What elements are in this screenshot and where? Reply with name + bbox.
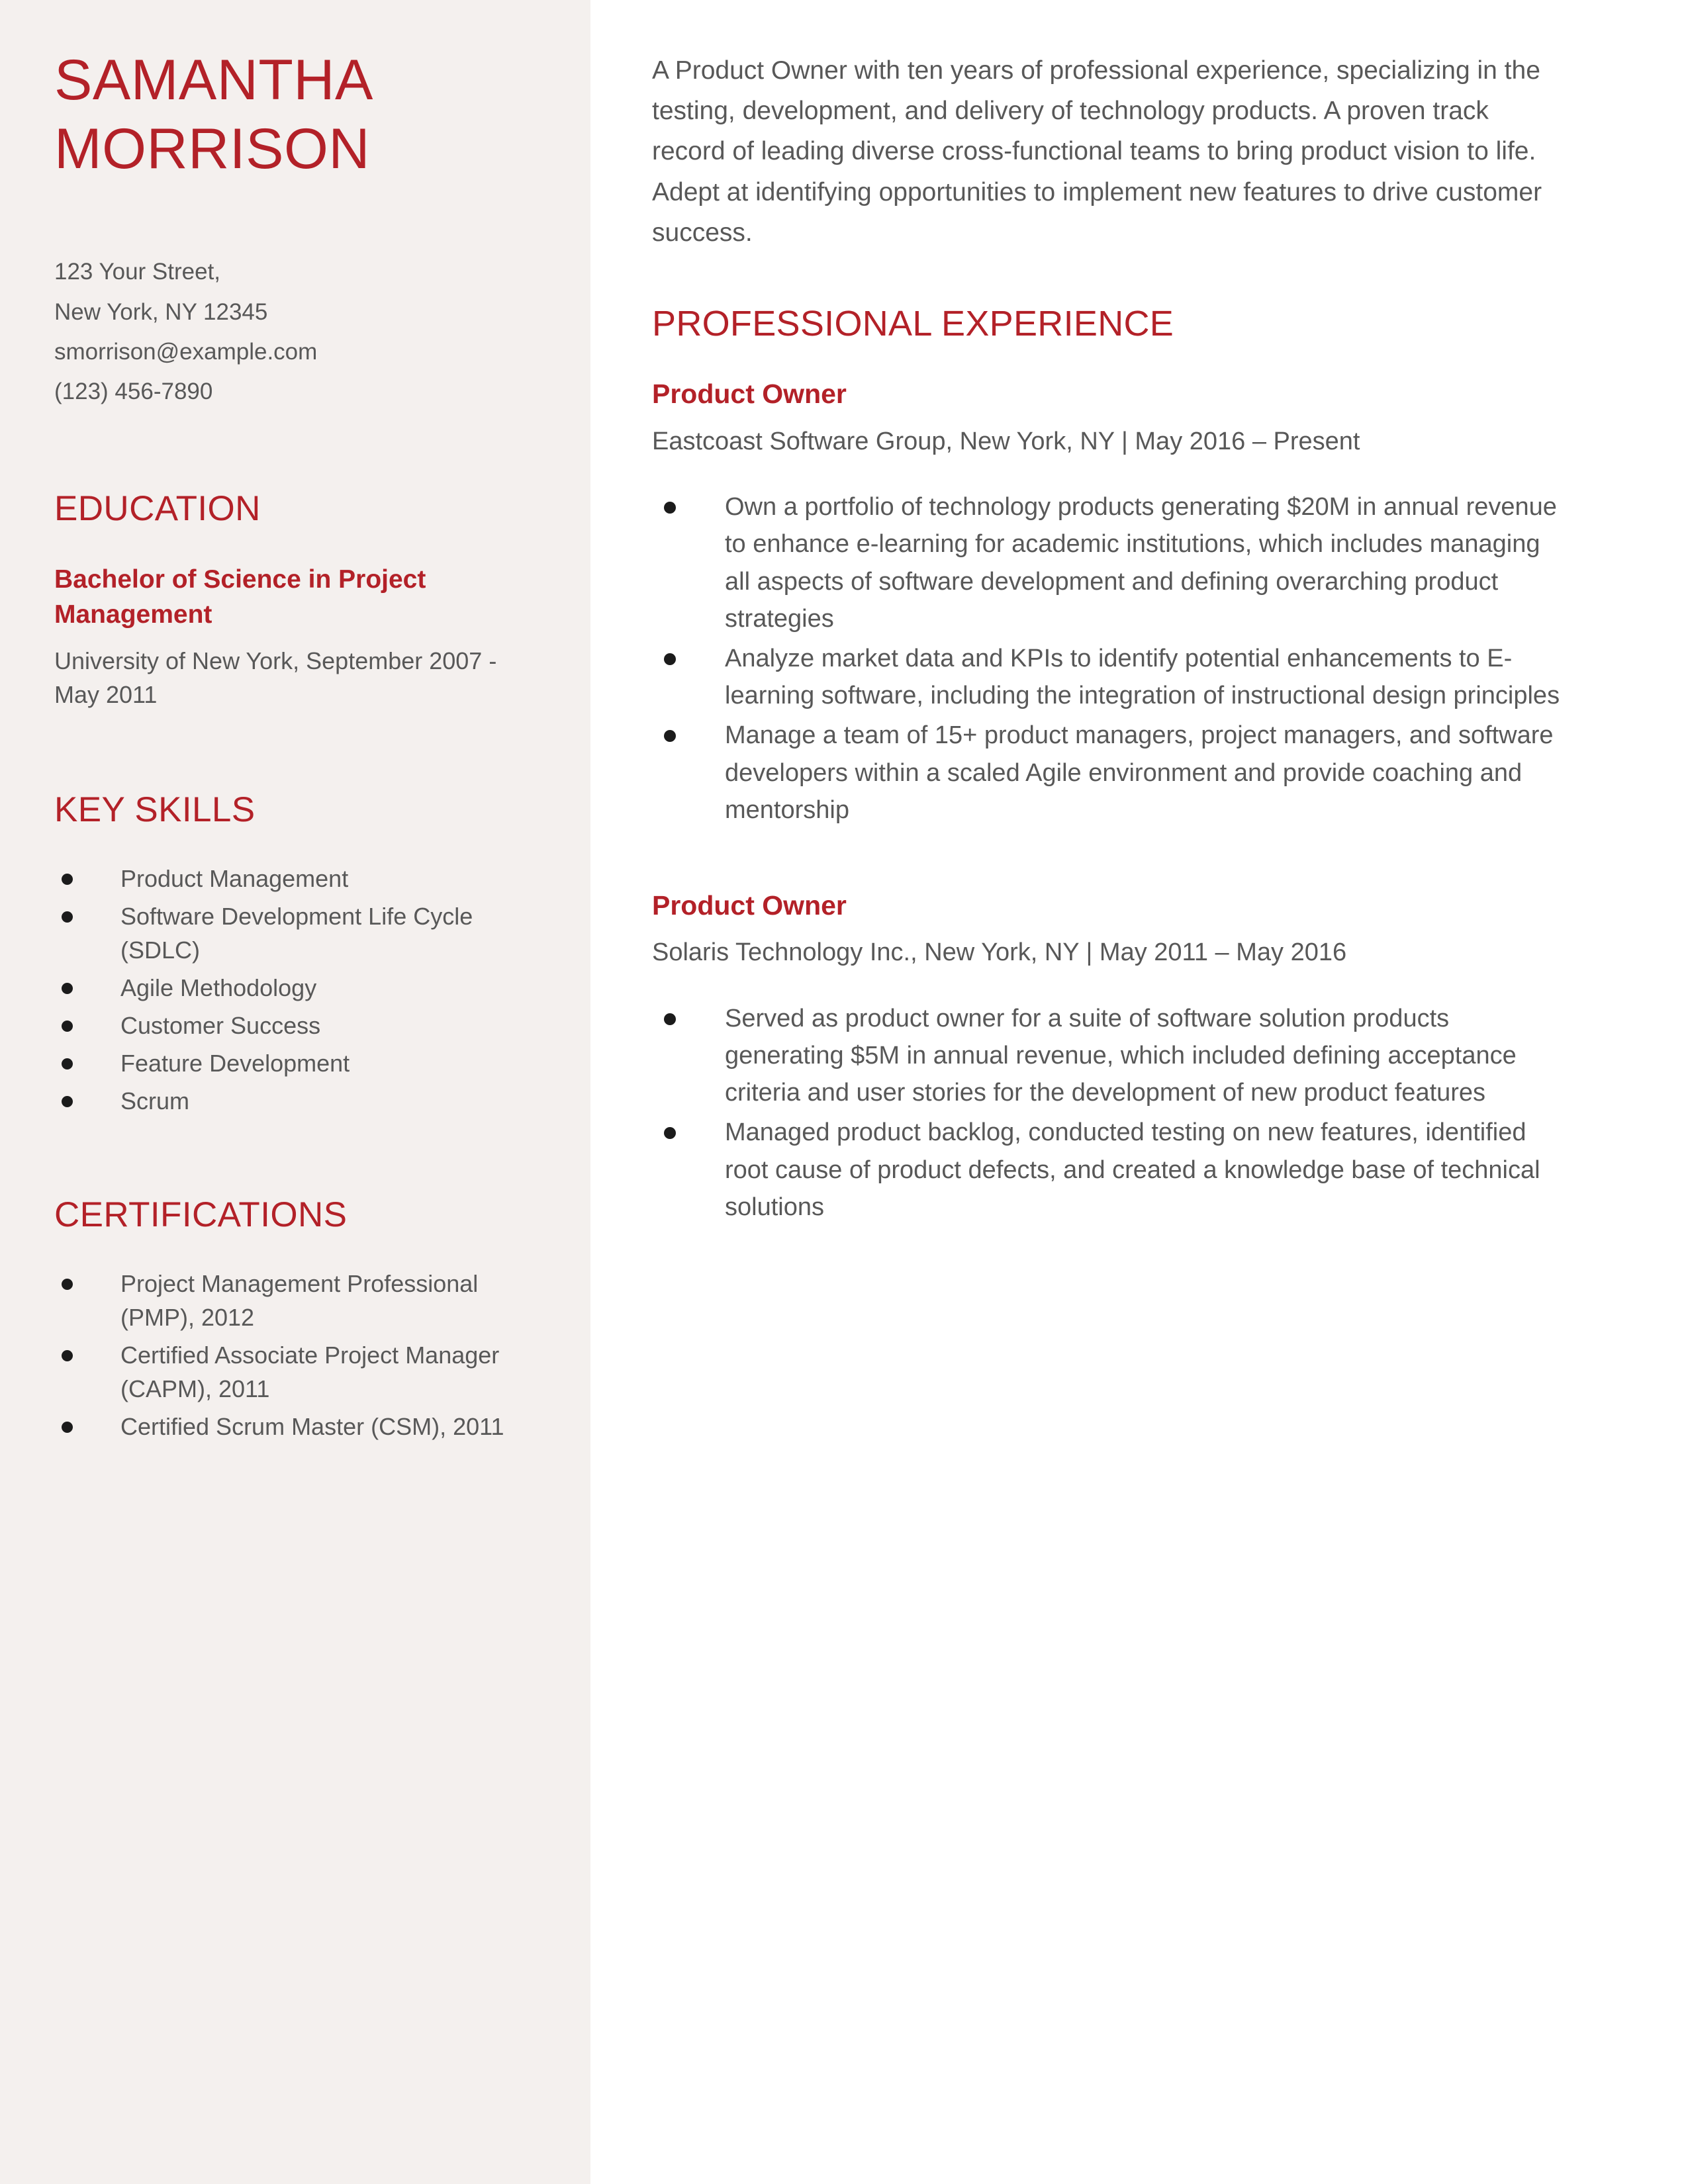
list-item bbox=[652, 1114, 1566, 1226]
contact-block bbox=[54, 252, 544, 412]
education-degree: Bachelor of Science in Project Management bbox=[54, 565, 426, 629]
list-item bbox=[54, 971, 544, 1005]
bullet-icon bbox=[664, 730, 676, 742]
bullet-icon bbox=[62, 1021, 73, 1032]
certifications-list bbox=[54, 1267, 544, 1444]
list-item bbox=[54, 1338, 544, 1406]
contact-city-state-zip: New York, NY 12345 bbox=[54, 298, 268, 325]
job-title: Product Owner bbox=[652, 379, 847, 410]
professional-summary: A Product Owner with ten years of professional experience, specializing in the testing, development, and delivery of technology products. A proven track record of leading diverse cross-functional teams to bring product vision to life. Adept at identifying opportunities to implement new features to drive customer success. bbox=[652, 56, 1542, 247]
bullet-icon bbox=[664, 502, 676, 514]
job-bullet-text: Own a portfolio of technology products generating $20M in annual revenue to enhance e-learning for academic institutions, which includes managing all aspects of software development and defining overarching product strategies bbox=[725, 493, 1557, 633]
key-skills-section bbox=[54, 791, 544, 1118]
list-item bbox=[54, 1267, 544, 1334]
bullet-icon bbox=[664, 1127, 676, 1139]
job-title: Product Owner bbox=[652, 890, 847, 921]
list-item bbox=[652, 717, 1566, 829]
certification-label: Certified Scrum Master (CSM), 2011 bbox=[120, 1413, 504, 1440]
list-item bbox=[54, 1084, 544, 1118]
job-bullet-list bbox=[652, 488, 1566, 829]
list-item bbox=[54, 1046, 544, 1080]
key-skills-list bbox=[54, 862, 544, 1118]
list-item bbox=[652, 488, 1566, 637]
contact-email[interactable]: smorrison@example.com bbox=[54, 338, 318, 365]
list-item bbox=[652, 640, 1566, 714]
list-item bbox=[54, 1009, 544, 1042]
list-item bbox=[54, 862, 544, 895]
certification-label: Project Management Professional (PMP), 2012 bbox=[120, 1269, 479, 1331]
contact-phone[interactable]: (123) 456-7890 bbox=[54, 379, 213, 404]
job-bullet-text: Managed product backlog, conducted testing on new features, identified root cause of product defects, and created a knowledge base of technical solutions bbox=[725, 1118, 1540, 1221]
bullet-icon bbox=[664, 653, 676, 665]
bullet-icon bbox=[664, 1013, 676, 1025]
bullet-icon bbox=[62, 1058, 73, 1069]
bullet-icon bbox=[62, 1096, 73, 1107]
bullet-icon bbox=[62, 1422, 73, 1433]
education-section bbox=[54, 490, 544, 711]
bullet-icon bbox=[62, 1279, 73, 1290]
skill-label: Agile Methodology bbox=[120, 974, 317, 1001]
education-heading: EDUCATION bbox=[54, 489, 261, 529]
job-entry bbox=[652, 378, 1566, 829]
bullet-icon bbox=[62, 983, 73, 994]
job-bullet-text: Served as product owner for a suite of software solution products generating $5M in annual revenue, which included defining acceptance criteria and user stories for the development of new product features bbox=[725, 1004, 1517, 1107]
job-bullet-text: Manage a team of 15+ product managers, project managers, and software developers within a scaled Agile environment and provide coaching and mentorship bbox=[725, 721, 1554, 824]
job-bullet-text: Analyze market data and KPIs to identify potential enhancements to E-learning software, including the integration of instructional design principles bbox=[725, 645, 1560, 710]
professional-experience-heading: PROFESSIONAL EXPERIENCE bbox=[652, 304, 1174, 344]
bullet-icon bbox=[62, 874, 73, 885]
bullet-icon bbox=[62, 1350, 73, 1361]
skill-label: Product Management bbox=[120, 864, 349, 892]
skill-label: Scrum bbox=[120, 1087, 190, 1115]
certifications-heading: CERTIFICATIONS bbox=[54, 1195, 348, 1235]
job-meta: Solaris Technology Inc., New York, NY | May 2011 – May 2016 bbox=[652, 938, 1347, 967]
contact-street: 123 Your Street, bbox=[54, 259, 221, 285]
list-item bbox=[54, 899, 544, 967]
job-meta: Eastcoast Software Group, New York, NY | May 2016 – Present bbox=[652, 427, 1360, 455]
name-block bbox=[54, 0, 544, 181]
first-name: SAMANTHA bbox=[54, 48, 373, 112]
list-item bbox=[652, 1000, 1566, 1112]
key-skills-heading: KEY SKILLS bbox=[54, 790, 256, 830]
skill-label: Feature Development bbox=[120, 1050, 350, 1077]
list-item bbox=[54, 1410, 544, 1443]
certification-label: Certified Associate Project Manager (CAPM), 2011 bbox=[120, 1341, 500, 1402]
job-entry bbox=[652, 889, 1566, 1226]
certifications-section bbox=[54, 1196, 544, 1443]
sidebar bbox=[0, 0, 590, 2184]
job-bullet-list bbox=[652, 1000, 1566, 1226]
last-name: MORRISON bbox=[54, 116, 370, 181]
skill-label: Software Development Life Cycle (SDLC) bbox=[120, 902, 473, 964]
education-detail: University of New York, September 2007 - May 2011 bbox=[54, 647, 497, 709]
main-column bbox=[590, 0, 1688, 2184]
skill-label: Customer Success bbox=[120, 1011, 321, 1039]
bullet-icon bbox=[62, 911, 73, 923]
